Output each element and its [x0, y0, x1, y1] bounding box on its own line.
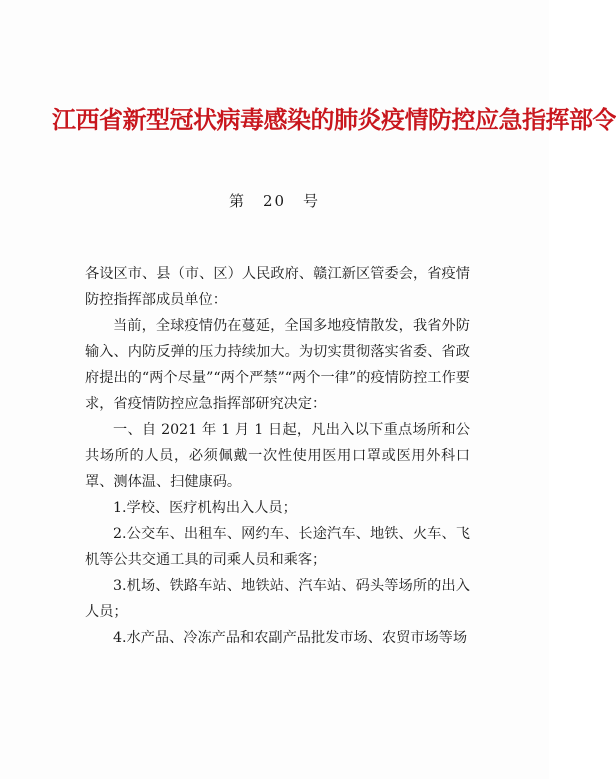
paragraph-article-1: 一、自 2021 年 1 月 1 日起，凡出入以下重点场所和公共场所的人员，必须佩戴一次性使用医用口罩或医用外科口罩、测体温、扫健康码。	[85, 422, 470, 490]
list-item-3: 3.机场、铁路车站、地铁站、汽车站、码头等场所的出入人员；	[85, 578, 470, 620]
document-title: 江西省新型冠状病毒感染的肺炎疫情防控应急指挥部令	[52, 105, 616, 134]
list-item-1: 1.学校、医疗机构出入人员；	[113, 500, 297, 516]
paragraph-intro: 当前，全球疫情仍在蔓延，全国多地疫情散发，我省外防输入、内防反弹的压力持续加大。为切实贯彻落实省委、省政府提出的“两个尽量”“两个严禁”“两个一律”的疫情防控工作要求，省疫情防控应急指挥部研究决定：	[85, 318, 470, 412]
list-item-4: 4.水产品、冷冻产品和农副产品批发市场、农贸市场等场	[113, 630, 468, 646]
document-number: 第 20 号	[228, 192, 321, 210]
list-item-2: 2.公交车、出租车、网约车、长途汽车、地铁、火车、飞机等公共交通工具的司乘人员和乘客；	[85, 526, 470, 568]
document-body	[85, 261, 470, 651]
salutation: 各设区市、县（市、区）人民政府、赣江新区管委会，省疫情防控指挥部成员单位：	[85, 266, 470, 308]
